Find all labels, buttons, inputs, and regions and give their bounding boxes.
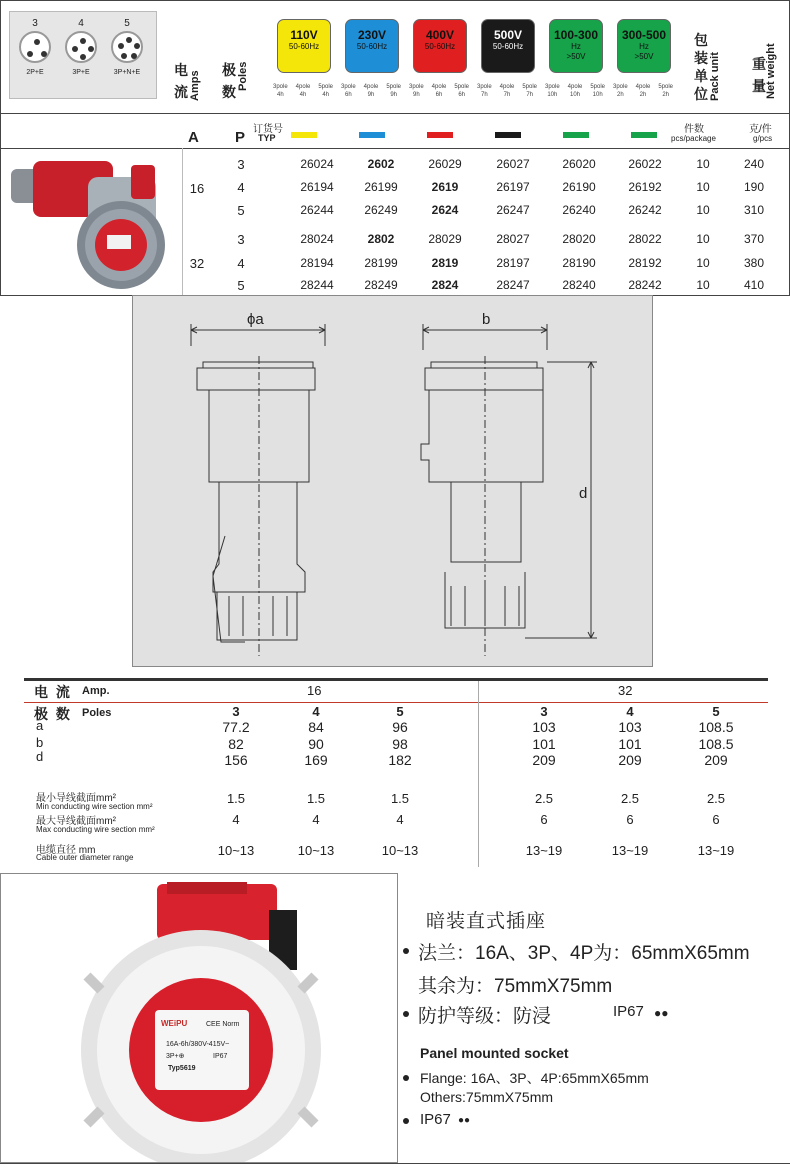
hour-positions <box>613 83 673 99</box>
weight-units-en: g/pcs <box>753 134 773 143</box>
divider <box>0 1163 790 1164</box>
typ-header-en: TYP <box>258 133 276 143</box>
color-swatch <box>427 132 453 138</box>
hour-position: 5pole 9h <box>386 84 401 98</box>
cable-cn: 电缆直径 mm <box>36 845 96 856</box>
max-wire-en: Max conducting wire section mm² <box>36 825 155 834</box>
max-wire: 6 <box>712 812 720 827</box>
divider <box>1 113 790 114</box>
desc-title-en: Panel mounted socket <box>420 1045 569 1061</box>
order-number: 28190 <box>562 256 596 270</box>
order-number: 26190 <box>562 180 596 194</box>
divider <box>24 702 768 703</box>
pack-header-en: Pack unit <box>709 52 721 101</box>
order-number: 26242 <box>628 203 662 217</box>
pin-icon <box>121 53 127 59</box>
hour-position: 4pole 9h <box>363 84 379 98</box>
hour-position: 4pole 7h <box>499 84 515 98</box>
voltage-value: 400V <box>425 28 455 42</box>
poles-header-en: Poles <box>237 61 249 91</box>
cable-range: 10~13 <box>217 843 255 858</box>
amp-value: 16 <box>189 181 205 196</box>
dim-a: 96 <box>392 719 408 735</box>
min-wire: 1.5 <box>306 791 326 806</box>
cable-range: 13~19 <box>525 843 563 858</box>
bullet <box>403 948 409 954</box>
pack-header-cn: 包 装 单 位 <box>694 32 708 102</box>
dim-b: 101 <box>532 736 556 752</box>
dim-d: 209 <box>704 752 728 768</box>
pack-count: 10 <box>696 203 710 217</box>
poles-header-cn: 极 数 <box>222 62 236 100</box>
weight-header-en: Net weight <box>765 43 777 99</box>
desc-protect-cn: 防护等级：防浸 <box>418 1006 552 1027</box>
cable-en: Cable outer diameter range <box>36 853 134 862</box>
dim-a: 103 <box>532 719 556 735</box>
dim-a: 103 <box>618 719 642 735</box>
voltage-box <box>617 19 671 73</box>
socket-pin-count: 4 <box>78 18 84 29</box>
order-number: 26197 <box>496 180 530 194</box>
max-wire: 6 <box>540 812 548 827</box>
dim-b: 82 <box>228 736 244 752</box>
max-wire: 4 <box>232 812 240 827</box>
desc-others-cn: 其余为：75mmX75mm <box>418 976 613 997</box>
divider <box>478 681 479 867</box>
pin-icon <box>134 43 140 49</box>
socket-face-icon <box>111 31 143 63</box>
pin-icon <box>41 51 47 57</box>
order-number: 26240 <box>562 203 596 217</box>
min-wire: 1.5 <box>390 791 410 806</box>
voltage-value: 100-300 <box>553 28 599 42</box>
dimension-label-a: ϕa <box>247 311 264 328</box>
socket-face-icon <box>65 31 97 63</box>
pole-header: 4 <box>626 704 634 719</box>
net-weight: 370 <box>743 232 765 246</box>
color-swatch <box>359 132 385 138</box>
pole-value: 3 <box>237 232 245 247</box>
desc-others-en: Others:75mmX75mm <box>420 1089 554 1105</box>
technical-drawing-svg <box>133 296 654 668</box>
voltage-value: 300-500 <box>621 28 667 42</box>
product-poles: 3P+⊕ <box>166 1053 185 1060</box>
color-swatch <box>631 132 657 138</box>
row-label-b: b <box>36 735 44 750</box>
min-wire: 2.5 <box>534 791 554 806</box>
desc-ip-en: IP67 <box>420 1111 451 1128</box>
hour-position: 3pole 4h <box>273 84 288 98</box>
net-weight: 240 <box>743 157 765 171</box>
order-number: 28029 <box>428 232 462 246</box>
hour-position: 4pole 2h <box>635 84 651 98</box>
hour-positions <box>545 83 605 99</box>
hour-positions <box>341 83 401 99</box>
min-wire: 2.5 <box>706 791 726 806</box>
voltage-threshold: >50V <box>634 52 654 61</box>
order-number: 26029 <box>428 157 462 171</box>
order-number: 26024 <box>300 157 334 171</box>
max-wire-cn: 最大导线截面mm² <box>36 816 116 827</box>
divider <box>1 148 790 149</box>
socket-face-icon <box>19 31 51 63</box>
socket-pin-count: 5 <box>124 18 130 29</box>
pole-value: 4 <box>237 256 245 271</box>
socket-type-3 <box>14 18 56 76</box>
pole-header: 3 <box>540 704 548 719</box>
dim-a: 84 <box>308 719 324 735</box>
order-number: 28240 <box>562 278 596 292</box>
amp-32: 32 <box>618 683 633 698</box>
pack-count: 10 <box>696 278 710 292</box>
weight-header-cn: 重 量 <box>752 56 766 94</box>
water-drop-icon: ●● <box>654 1006 669 1020</box>
pin-icon <box>131 53 137 59</box>
voltage-box <box>345 19 399 73</box>
order-number: 28027 <box>496 232 530 246</box>
poles-label-cn: 极 数 <box>34 706 72 722</box>
max-wire: 4 <box>396 812 404 827</box>
col-header-p: P <box>235 129 246 146</box>
order-number: 26199 <box>364 180 398 194</box>
hour-positions <box>409 83 469 99</box>
hour-position: 3pole 9h <box>409 84 424 98</box>
pole-header: 5 <box>712 704 720 719</box>
voltage-box <box>549 19 603 73</box>
order-number: 2602 <box>367 157 395 171</box>
dimension-label-b: b <box>482 311 491 328</box>
order-number: 28244 <box>300 278 334 292</box>
pole-header: 3 <box>232 704 240 719</box>
frequency: 50-60Hz <box>288 42 320 51</box>
pin-icon <box>27 51 33 57</box>
panel-socket-photo <box>1 874 397 1162</box>
pack-count: 10 <box>696 256 710 270</box>
pin-icon <box>80 54 86 60</box>
bullet <box>403 1011 409 1017</box>
dim-b: 90 <box>308 736 324 752</box>
bullet <box>403 1118 409 1124</box>
order-number: 26194 <box>300 180 334 194</box>
pole-header: 4 <box>312 704 320 719</box>
hour-position: 4pole 4h <box>295 84 311 98</box>
dim-d: 169 <box>304 752 328 768</box>
dim-b: 108.5 <box>698 736 734 752</box>
order-number: 28192 <box>628 256 662 270</box>
current-header-en: Amps <box>189 70 201 101</box>
amp-label-en: Amp. <box>82 685 110 697</box>
desc-flange-cn: 法兰：16A、3P、4P为：65mmX65mm <box>418 943 750 964</box>
socket-side-photo <box>3 151 179 293</box>
pin-icon <box>80 38 86 44</box>
max-wire: 6 <box>626 812 634 827</box>
pack-count: 10 <box>696 232 710 246</box>
frequency: 50-60Hz <box>492 42 524 51</box>
hour-position: 5pole 2h <box>658 84 673 98</box>
row-label-a: a <box>36 718 44 733</box>
min-wire-en: Min conducting wire section mm² <box>36 802 153 811</box>
frequency: 50-60Hz <box>356 42 388 51</box>
pin-icon <box>88 46 94 52</box>
order-number: 26244 <box>300 203 334 217</box>
net-weight: 190 <box>743 180 765 194</box>
water-drop-icon: ●● <box>458 1115 471 1126</box>
amp-value: 32 <box>189 256 205 271</box>
pack-count: 10 <box>696 180 710 194</box>
hour-position: 4pole 10h <box>567 84 583 98</box>
divider <box>24 678 768 681</box>
order-number: 2819 <box>431 256 459 270</box>
col-header-a: A <box>188 129 199 146</box>
color-swatch <box>495 132 521 138</box>
amp-label-cn: 电 流 <box>34 684 72 700</box>
pole-value: 5 <box>237 203 245 218</box>
poles-label-en: Poles <box>82 707 112 719</box>
min-wire-cn: 最小导线截面mm² <box>36 793 116 804</box>
socket-type-label: 3P+E <box>72 69 90 76</box>
order-number: 26020 <box>562 157 596 171</box>
order-number: 28020 <box>562 232 596 246</box>
dim-a: 77.2 <box>222 719 250 735</box>
dim-b: 101 <box>618 736 642 752</box>
voltage-value: 230V <box>357 28 387 42</box>
order-number: 2624 <box>431 203 459 217</box>
pin-icon <box>34 39 40 45</box>
voltage-threshold: >50V <box>566 52 586 61</box>
product-norm: CEE Norm <box>206 1021 240 1028</box>
pole-value: 4 <box>237 180 245 195</box>
pack-units-en: pcs/package <box>671 134 716 143</box>
net-weight: 380 <box>743 256 765 270</box>
hour-position: 5pole 10h <box>590 84 605 98</box>
color-swatch <box>563 132 589 138</box>
order-number: 2619 <box>431 180 459 194</box>
pole-value: 5 <box>237 278 245 293</box>
hour-position: 3pole 10h <box>545 84 560 98</box>
amp-16: 16 <box>307 683 322 698</box>
pole-value: 3 <box>237 157 245 172</box>
product-ip: IP67 <box>213 1053 228 1060</box>
socket-pin-count: 3 <box>32 18 38 29</box>
order-number: 26249 <box>364 203 398 217</box>
color-swatch <box>291 132 317 138</box>
order-number: 26192 <box>628 180 662 194</box>
hour-position: 3pole 6h <box>341 84 356 98</box>
hour-position: 5pole 4h <box>318 84 333 98</box>
min-wire: 1.5 <box>226 791 246 806</box>
voltage-value: 500V <box>493 28 523 42</box>
current-header-cn: 电 流 <box>174 62 188 100</box>
order-number: 28024 <box>300 232 334 246</box>
dim-d: 209 <box>618 752 642 768</box>
cable-range: 10~13 <box>381 843 419 858</box>
dim-d: 209 <box>532 752 556 768</box>
product-photo-frame <box>0 873 398 1163</box>
net-weight: 410 <box>743 278 765 292</box>
product-typ: Typ5619 <box>168 1065 196 1072</box>
net-weight: 310 <box>743 203 765 217</box>
socket-pin-diagrams <box>9 11 157 99</box>
socket-type-label: 3P+N+E <box>113 69 141 76</box>
dim-d: 182 <box>388 752 412 768</box>
order-number: 28247 <box>496 278 530 292</box>
hour-position: 5pole 6h <box>454 84 469 98</box>
voltage-box <box>413 19 467 73</box>
bullet <box>403 1075 409 1081</box>
ordering-table <box>0 0 790 296</box>
order-number: 26247 <box>496 203 530 217</box>
order-number: 28199 <box>364 256 398 270</box>
dim-d: 156 <box>224 752 248 768</box>
min-wire: 2.5 <box>620 791 640 806</box>
pin-icon <box>118 43 124 49</box>
hour-position: 3pole 7h <box>477 84 492 98</box>
divider <box>182 148 183 296</box>
pin-icon <box>72 46 78 52</box>
desc-title-cn: 暗装直式插座 <box>426 911 547 932</box>
frequency: 50-60Hz <box>424 42 456 51</box>
cable-range: 10~13 <box>297 843 335 858</box>
weight-units-cn: 克/件 <box>749 124 772 135</box>
product-brand: WEiPU <box>161 1019 188 1028</box>
dim-a: 108.5 <box>698 719 734 735</box>
desc-ip-cn: IP67 <box>613 1003 644 1020</box>
cable-range: 13~19 <box>697 843 735 858</box>
order-number: 26022 <box>628 157 662 171</box>
hour-position: 4pole 6h <box>431 84 447 98</box>
pack-units-cn: 件数 <box>684 124 704 135</box>
order-number: 28249 <box>364 278 398 292</box>
socket-type-label: 2P+E <box>26 69 44 76</box>
hour-positions <box>273 83 333 99</box>
desc-flange-en: Flange: 16A、3P、4P:65mmX65mm <box>420 1070 649 1086</box>
max-wire: 4 <box>312 812 320 827</box>
typ-header-cn: 订货号 <box>253 124 283 135</box>
cable-range: 13~19 <box>611 843 649 858</box>
dim-b: 98 <box>392 736 408 752</box>
pole-header: 5 <box>396 704 404 719</box>
order-number: 2824 <box>431 278 459 292</box>
hour-positions <box>477 83 537 99</box>
frequency: Hz <box>571 42 581 51</box>
order-number: 2802 <box>367 232 395 246</box>
voltage-box <box>481 19 535 73</box>
product-spec: 16A-6h/380V-415V~ <box>166 1041 230 1048</box>
voltage-value: 110V <box>290 28 318 42</box>
dimension-label-d: d <box>579 485 588 502</box>
order-number: 28197 <box>496 256 530 270</box>
dimension-drawing <box>132 295 653 667</box>
order-number: 28194 <box>300 256 334 270</box>
row-label-d: d <box>36 749 44 764</box>
order-number: 28022 <box>628 232 662 246</box>
hour-position: 5pole 7h <box>522 84 537 98</box>
order-number: 28242 <box>628 278 662 292</box>
pin-icon <box>126 37 132 43</box>
voltage-box <box>277 19 331 73</box>
socket-type-4 <box>60 18 102 76</box>
hour-position: 3pole 2h <box>613 84 628 98</box>
socket-type-5 <box>106 18 148 76</box>
frequency: Hz <box>639 42 649 51</box>
pack-count: 10 <box>696 157 710 171</box>
order-number: 26027 <box>496 157 530 171</box>
